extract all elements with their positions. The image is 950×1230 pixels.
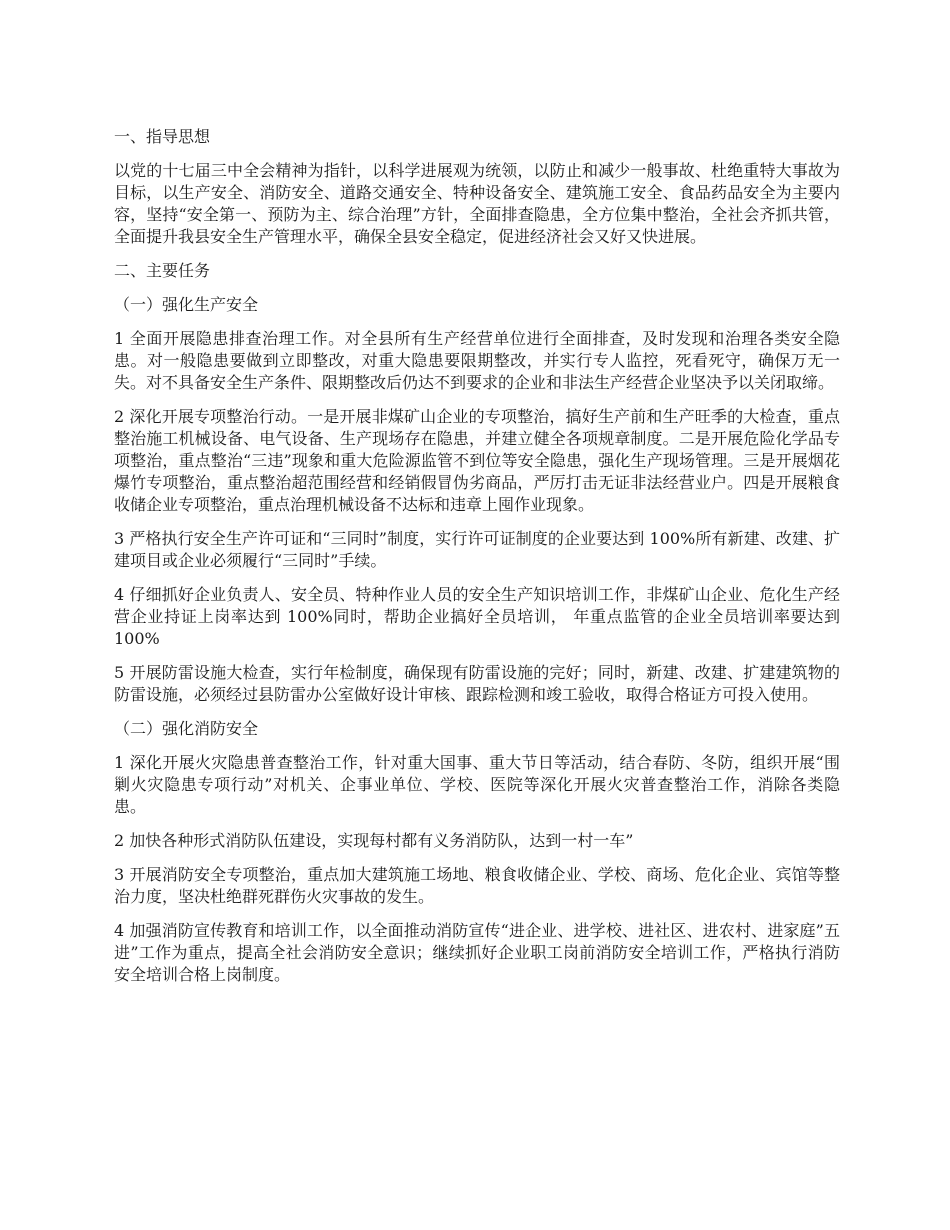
paragraph-production-2: 2 深化开展专项整治行动。一是开展非煤矿山企业的专项整治，搞好生产前和生产旺季的大检查，重点整治施工机械设备、电气设备、生产现场存在隐患，并建立健全各项规章制度。二是开展危险化学品专项整治，重点整治“三违”现象和重大危险源监管不到位等安全隐患，强化生产现场管理。三是开展烟花爆竹专项整治，重点整治超范围经营和经销假冒伪劣商品，严厉打击无证非法经营业户。四是开展粮食收储企业专项整治，重点治理机械设备不达标和违章上囤作业现象。 (114, 407, 840, 514)
paragraph-fire-3: 3 开展消防安全专项整治，重点加大建筑施工场地、粮食收储企业、学校、商场、危化企业、宾馆等整治力度，坚决杜绝群死群伤火灾事故的发生。 (114, 865, 840, 906)
paragraph-fire-1: 1 深化开展火灾隐患普查整治工作，针对重大国事、重大节日等活动，结合春防、冬防，组织开展“围剿火灾隐患专项行动”对机关、企事业单位、学校、医院等深化开展火灾普查整治工作，消除各类隐患。 (114, 753, 840, 816)
paragraph-production-1: 1 全面开展隐患排查治理工作。对全县所有生产经营单位进行全面排查，及时发现和治理各类安全隐患。对一般隐患要做到立即整改，对重大隐患要限期整改，并实行专人监控，死看死守，确保万无一失。对不具备安全生产条件、限期整改后仍达不到要求的企业和非法生产经营企业坚决予以关闭取缔。 (114, 329, 840, 392)
section-heading-guiding-ideology: 一、指导思想 (114, 127, 211, 146)
paragraph-fire-4: 4 加强消防宣传教育和培训工作，以全面推动消防宣传“进企业、进学校、进社区、进农村、进家庭”五进”工作为重点，提高全社会消防安全意识；继续抓好企业职工岗前消防安全培训工作，严格执行消防安全培训合格上岗制度。 (114, 921, 840, 984)
paragraph-guiding-ideology: 以党的十七届三中全会精神为指针，以科学进展观为统领，以防止和减少一般事故、杜绝重特大事故为目标，以生产安全、消防安全、道路交通安全、特种设备安全、建筑施工安全、食品药品安全为主要内容，坚持“安全第一、预防为主、综合治理”方针，全面排查隐患，全方位集中整治，全社会齐抓共管，全面提升我县安全生产管理水平，确保全县安全稳定，促进经济社会又好又快进展。 (114, 161, 840, 246)
document-body (114, 126, 840, 998)
subsection-heading-production-safety: （一）强化生产安全 (114, 295, 259, 314)
paragraph-production-5: 5 开展防雷设施大检查，实行年检制度，确保现有防雷设施的完好；同时，新建、改建、扩建建筑物的防雷设施，必须经过县防雷办公室做好设计审核、跟踪检测和竣工验收，取得合格证方可投入使用。 (114, 663, 840, 704)
paragraph-production-4: 4 仔细抓好企业负责人、安全员、特种作业人员的安全生产知识培训工作，非煤矿山企业、危化生产经营企业持证上岗率达到 100%同时，帮助企业搞好全员培训， 年重点监管的企业全员培训率要达到 100% (114, 585, 840, 648)
section-heading-main-tasks: 二、主要任务 (114, 261, 211, 280)
paragraph-fire-2: 2 加快各种形式消防队伍建设，实现每村都有义务消防队，达到一村一车” (114, 831, 634, 850)
paragraph-production-3: 3 严格执行安全生产许可证和“三同时”制度，实行许可证制度的企业要达到 100%所有新建、改建、扩建项目或企业必须履行“三同时”手续。 (114, 529, 840, 570)
subsection-heading-fire-safety: （二）强化消防安全 (114, 719, 259, 738)
